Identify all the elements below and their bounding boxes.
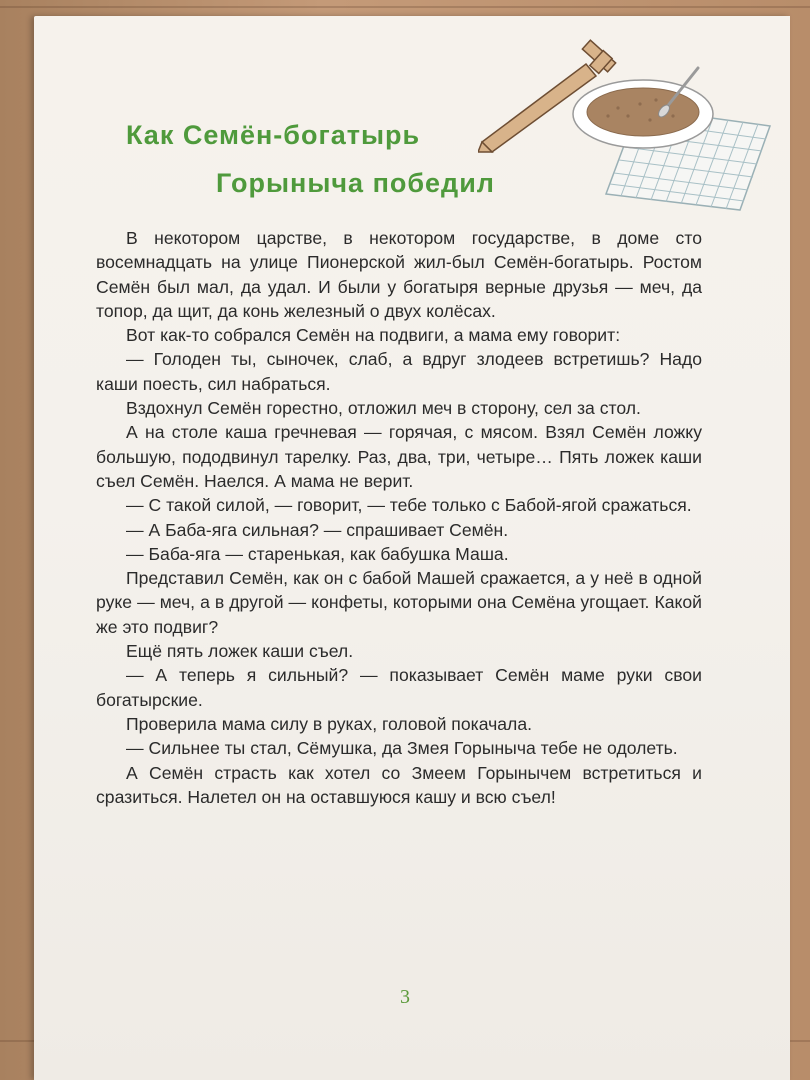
paragraph: — А теперь я сильный? — показывает Семён маме руки свои богатырские.: [96, 665, 702, 710]
porridge-bowl-icon: [573, 80, 713, 148]
paragraph: А Семён страсть как хотел со Змеем Горынычем встретиться и сразиться. Налетел он на оставшуюся кашу и всю съел!: [96, 762, 702, 807]
paragraph: А на столе каша гречневая — горячая, с мясом. Взял Семён ложку большую, пододвинул тарелку. Раз, два, три, четыре… Пять ложек каши съел Семён. Наелся. А мама не верит.: [96, 422, 702, 491]
paragraph: Вот как-то собрался Семён на подвиги, а мама ему говорит:: [126, 325, 621, 346]
paragraph: — А Баба-яга сильная? — спрашивает Семён.: [126, 519, 509, 540]
story-title-line-2: Горыныча победил: [216, 168, 495, 198]
paragraph: — С такой силой, — говорит, — тебе только с Бабой-ягой сражаться.: [126, 495, 692, 516]
story-title-line-1: Как Семён-богатырь: [126, 120, 421, 150]
paragraph: Представил Семён, как он с бабой Машей сражается, а у неё в одной руке — меч, а в другой — конфеты, которыми она Семёна угощает. Какой же это подвиг?: [96, 568, 702, 637]
paragraph: Вздохнул Семён горестно, отложил меч в сторону, сел за стол.: [126, 398, 641, 419]
paragraph: В некотором царстве, в некотором государстве, в доме сто восемнадцать на улице Пионерской жил-был Семён-богатырь. Ростом Семён был мал, да удал. И были у богатыря верные друзья — меч, да топор, да щит, да конь железный о двух колёсах.: [96, 228, 702, 321]
paragraph: — Баба-яга — старенькая, как бабушка Маша.: [126, 543, 509, 564]
story-text: [96, 226, 702, 809]
page-number: 3: [400, 986, 410, 1008]
paragraph: — Голоден ты, сыночек, слаб, а вдруг злодеев встретишь? Надо каши поесть, сил набраться.: [96, 349, 702, 394]
paragraph: — Сильнее ты стал, Сёмушка, да Змея Горыныча тебе не одолеть.: [126, 738, 678, 759]
paragraph: Ещё пять ложек каши съел.: [126, 641, 354, 662]
wood-grain: [0, 6, 810, 8]
illustration: [478, 38, 778, 213]
paragraph: Проверила мама силу в руках, головой покачала.: [126, 713, 532, 734]
